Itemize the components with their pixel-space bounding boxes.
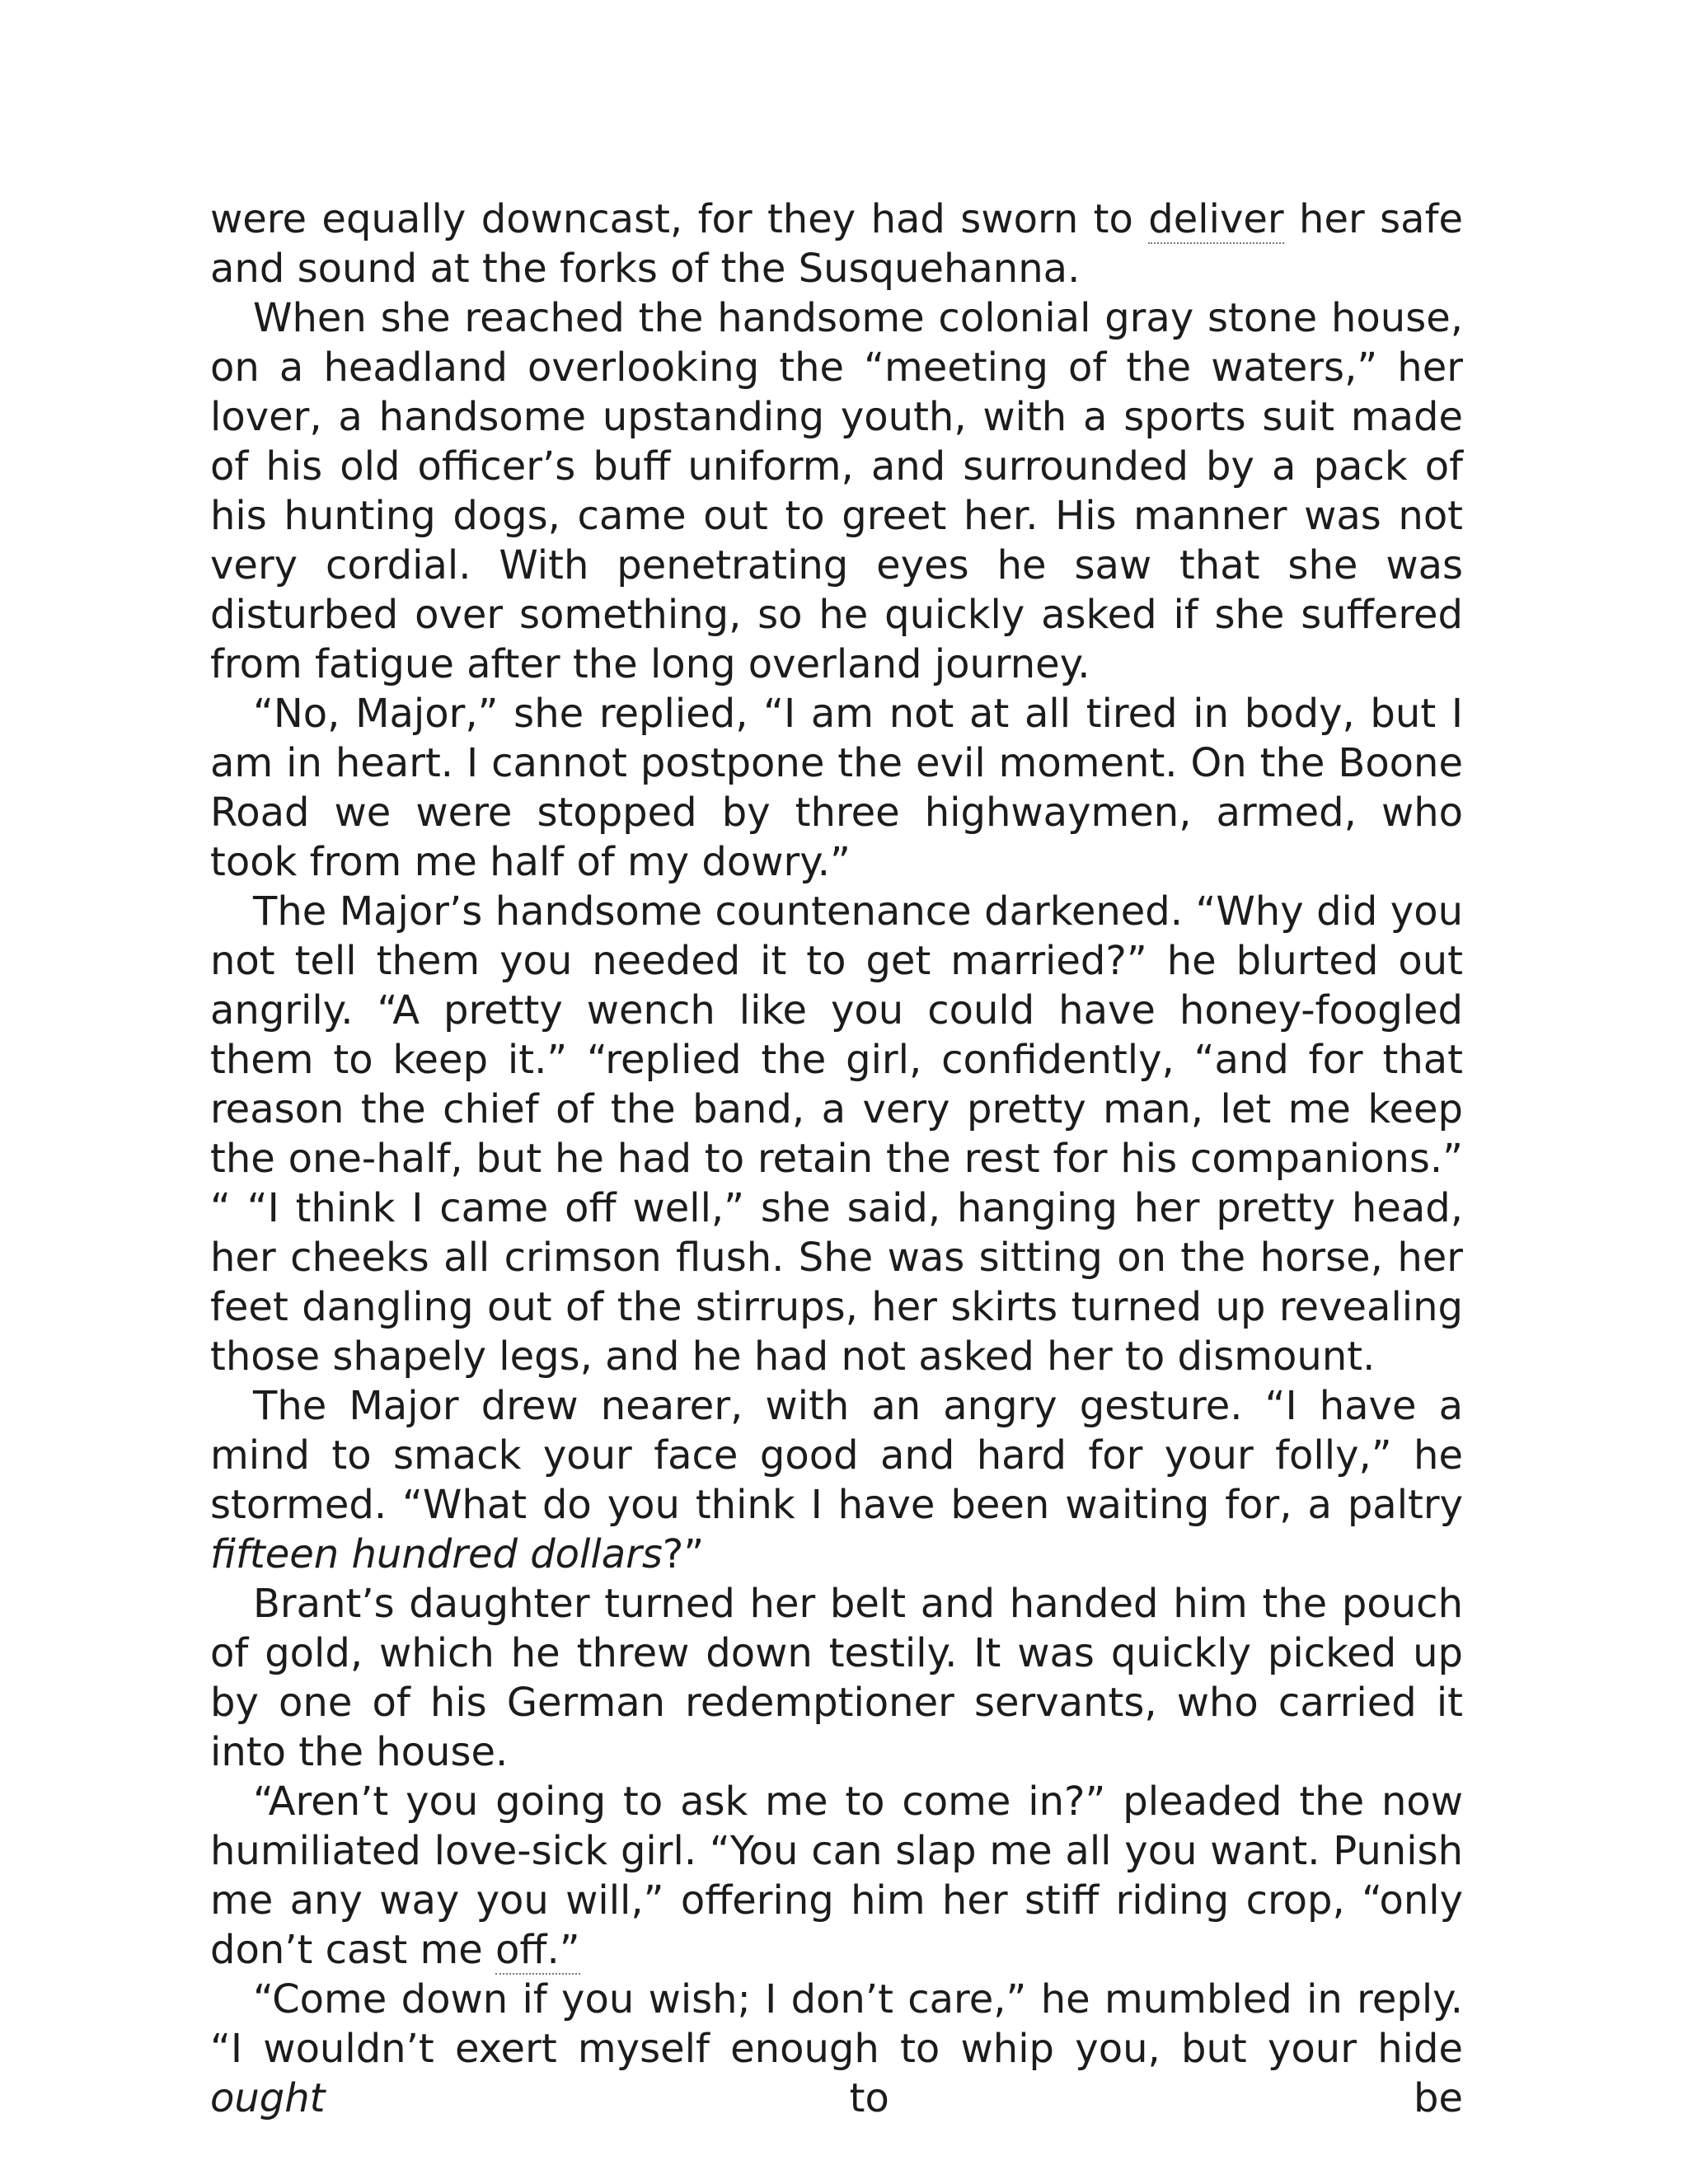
text-run: When she reached the handsome colonial gray stone house, on a headland overlooking the “meeting of the waters,” her lover, a handsome upstanding youth, with a sports suit made of his old officer’s buff uniform, and surrounded by a pack of his hunting dogs, came out to greet her. His manner was not very cordial. With penetrating eyes he saw that she was disturbed over something, so he quickly asked if she suffered from fatigue after the long overland journey. xyxy=(210,295,1463,687)
paragraph xyxy=(210,1777,1463,1975)
text-run: to be xyxy=(325,2075,1463,2121)
text-run: “No, Major,” she replied, “I am not at all tired in body, but I am in heart. I cannot postpone the evil moment. On the Boone Road we were stopped by three highwaymen, armed, who took from me half of my dowry.” xyxy=(210,691,1463,885)
italic-word: ought xyxy=(210,2075,326,2121)
text-run: ?” xyxy=(662,1531,705,1577)
text-run: her safe and sound at the forks of the Susquehanna. xyxy=(210,196,1463,292)
text-run: “Come down if you wish; I don’t care,” he mumbled in reply. “I wouldn’t exert myself enough to whip you, but your hide xyxy=(210,1976,1463,2072)
text-run: were equally downcast, for they had sworn to xyxy=(210,196,1149,242)
page-body xyxy=(210,194,1463,2123)
paragraph xyxy=(210,1975,1463,2123)
paragraph xyxy=(210,887,1463,1381)
paragraph xyxy=(210,293,1463,689)
paragraph xyxy=(210,194,1463,293)
italic-phrase: fifteen hundred dollars xyxy=(210,1531,663,1577)
dotted-underlined-word: off.” xyxy=(495,1927,580,1973)
text-run: Brant’s daughter turned her belt and handed him the pouch of gold, which he threw down testily. It was quickly picked up by one of his German redemptioner servants, who carried it into the house. xyxy=(210,1581,1463,1775)
paragraph xyxy=(210,1579,1463,1777)
dotted-underlined-word: deliver xyxy=(1148,196,1284,242)
text-run: “Aren’t you going to ask me to come in?” pleaded the now humiliated love-sick girl. “You can slap me all you want. Punish me any way you will,” offering him her stiff riding crop, “only don’t cast me xyxy=(210,1779,1463,1973)
text-run: The Major drew nearer, with an angry gesture. “I have a mind to smack your face good and hard for your folly,” he stormed. “What do you think I have been waiting for, a paltry xyxy=(210,1383,1463,1528)
text-run: The Major’s handsome countenance darkened. “Why did you not tell them you needed it to get married?” he blurted out angrily. “A pretty wench like you could have honey-foogled them to keep it.” “replied the girl, confidently, “and for that reason the chief of the band, a very pretty man, let me keep the one-half, but he had to retain the rest for his companions.” “ “I think I came off well,” she said, hanging her pretty head, her cheeks all crimson flush. She was sitting on the horse, her feet dangling out of the stirrups, her skirts turned up revealing those shapely legs, and he had not asked her to dismount. xyxy=(210,888,1463,1380)
paragraph xyxy=(210,1381,1463,1579)
paragraph xyxy=(210,689,1463,887)
